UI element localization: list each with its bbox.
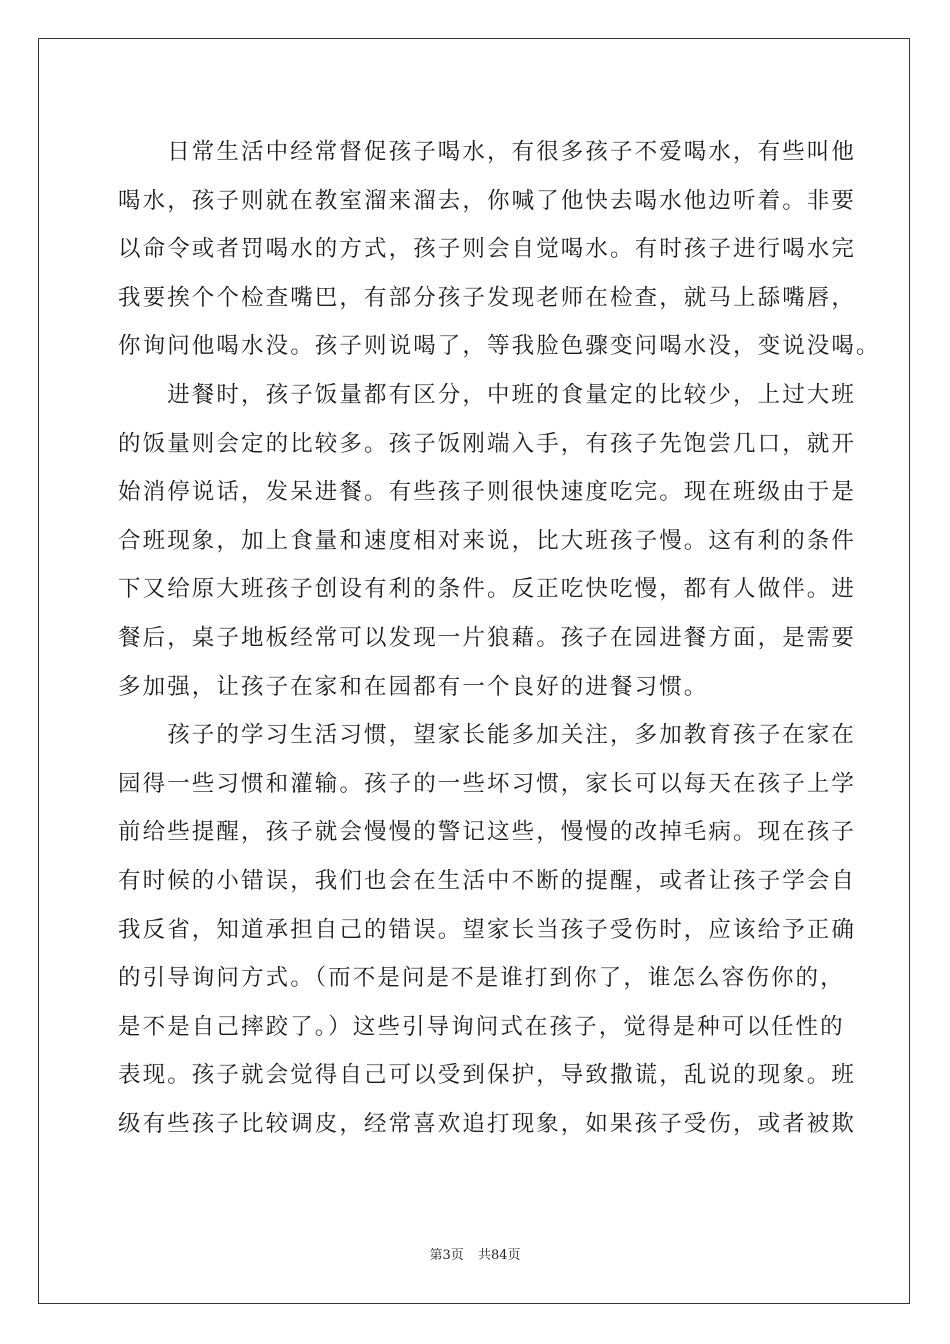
text-line: 下又给原大班孩子创设有利的条件。反正吃快吃慢，都有人做伴。进 [118, 576, 857, 603]
text-line: 我要挨个个检查嘴巴，有部分孩子发现老师在检查，就马上舔嘴唇， [118, 284, 857, 311]
page-footer [0, 1244, 950, 1263]
text-line: 是不是自己摔跤了。）这些引导询问式在孩子，觉得是种可以任性的 [118, 1013, 845, 1040]
paragraph-3 [118, 711, 857, 1148]
document-body [118, 128, 881, 1148]
page-number-total: 共84页 [477, 1248, 521, 1263]
text-line: 日常生活中经常督促孩子喝水，有很多孩子不爱喝水，有些叫他 [118, 139, 857, 165]
text-line: 你询问他喝水没。孩子则说喝了，等我脸色骤变问喝水没，变说没喝。 [118, 333, 881, 360]
paragraph-1 [118, 128, 881, 371]
text-line: 的饭量则会定的比较多。孩子饭刚端入手，有孩子先饱尝几口，就开 [118, 430, 857, 457]
text-line: 孩子的学习生活习惯，望家长能多加关注，多加教育孩子在家在 [118, 722, 857, 749]
text-line: 合班现象，加上食量和速度相对来说，比大班孩子慢。这有利的条件 [118, 527, 857, 554]
text-line: 以命令或者罚喝水的方式，孩子则会自觉喝水。有时孩子进行喝水完 [118, 236, 857, 263]
text-line: 始消停说话，发呆进餐。有些孩子则很快速度吃完。现在班级由于是 [118, 479, 857, 506]
paragraph-2 [118, 371, 857, 711]
page-number-current: 第3页 [429, 1248, 464, 1263]
text-line: 的引导询问方式。（而不是问是不是谁打到你了，谁怎么容伤你的， [118, 965, 845, 992]
text-line: 园得一些习惯和灌输。孩子的一些坏习惯，家长可以每天在孩子上学 [118, 770, 857, 797]
text-line: 表现。孩子就会觉得自己可以受到保护，导致撒谎，乱说的现象。班 [118, 1062, 857, 1089]
text-line: 我反省，知道承担自己的错误。望家长当孩子受伤时，应该给予正确 [118, 916, 857, 943]
text-line: 餐后，桌子地板经常可以发现一片狼藉。孩子在园进餐方面，是需要 [118, 624, 857, 651]
text-line: 前给些提醒，孩子就会慢慢的警记这些，慢慢的改掉毛病。现在孩子 [118, 819, 857, 846]
text-line: 进餐时，孩子饭量都有区分，中班的食量定的比较少，上过大班 [118, 381, 857, 408]
text-line: 喝水，孩子则就在教室溜来溜去，你喊了他快去喝水他边听着。非要 [118, 187, 857, 214]
text-line: 多加强，让孩子在家和在园都有一个良好的进餐习惯。 [118, 673, 709, 700]
text-line: 有时候的小错误，我们也会在生活中不断的提醒，或者让孩子学会自 [118, 867, 857, 894]
text-line: 级有些孩子比较调皮，经常喜欢追打现象，如果孩子受伤，或者被欺 [118, 1110, 857, 1137]
